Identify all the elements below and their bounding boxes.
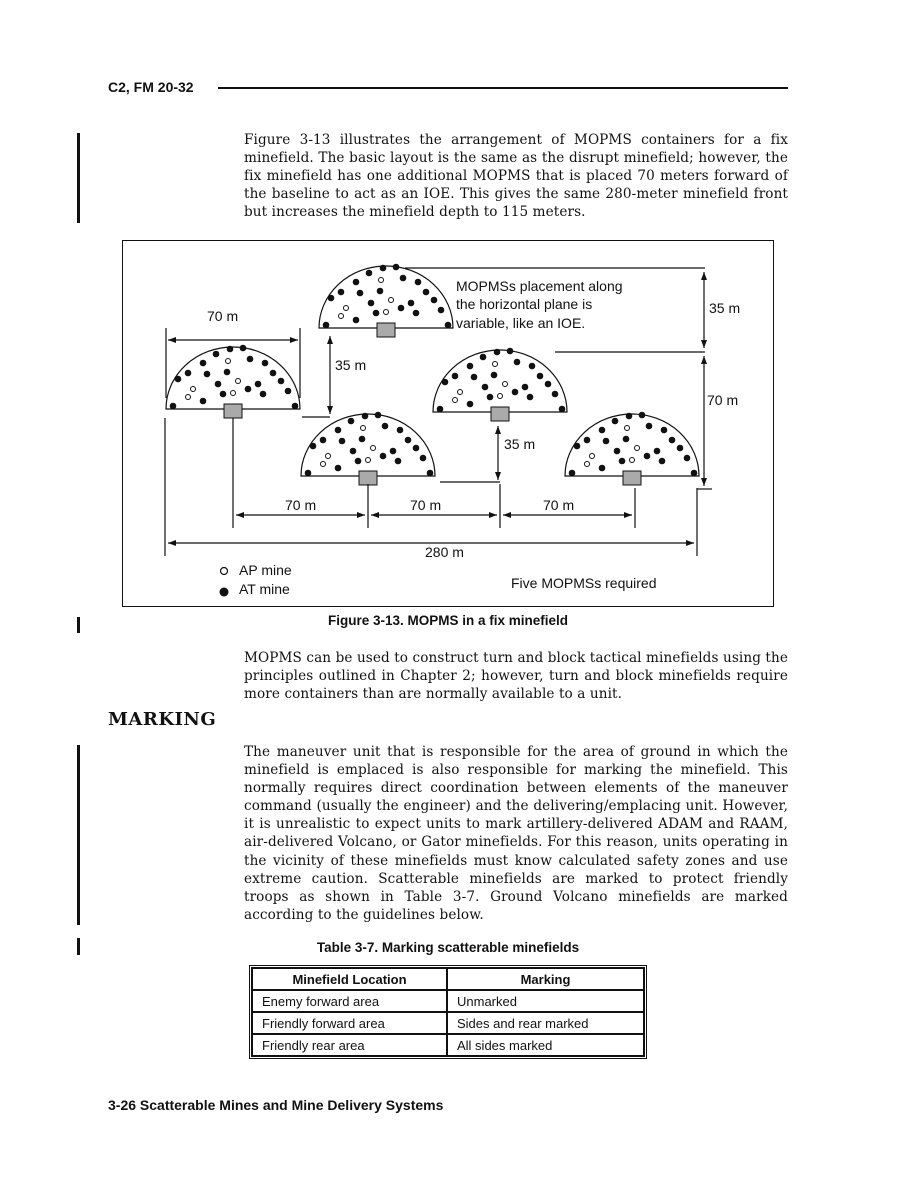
ap-mine-icon	[321, 462, 326, 467]
ap-mine-icon	[371, 446, 376, 451]
at-mine-icon	[691, 470, 698, 477]
at-mine-icon	[438, 307, 445, 314]
at-mine-icon	[427, 470, 434, 477]
at-mine-icon	[348, 418, 355, 425]
at-mine-icon	[522, 384, 529, 391]
at-mine-icon	[603, 438, 610, 445]
at-mine-icon	[614, 448, 621, 455]
at-mine-icon	[626, 413, 633, 420]
change-bar	[77, 133, 80, 223]
at-mine-icon	[527, 394, 534, 401]
at-mine-icon	[353, 317, 360, 324]
paragraph-marking: The maneuver unit that is responsible for the area of ground in which the minefield is emplaced is also responsible for marking the minefield. This normally requires direct coordination between elements of the maneuver command (usually the engineer) and the delivering/emplacing unit. However, it is unrealistic to expect units to mark artillery-delivered ADAM and RAAM, air-delivered Volcano, or Gator minefields. For this reason, units operating in the vicinity of these minefields must know calculated safety zones and use extreme caution. Scatterable minefields are marked to protect friendly troops as shown in Table 3-7. Ground Volcano minefields are marked according to the guidelines below.	[244, 744, 788, 923]
at-mine-icon	[537, 373, 544, 380]
at-mine-icon	[487, 394, 494, 401]
mopms-container-icon	[224, 404, 242, 418]
at-mine-icon	[599, 465, 606, 472]
at-mine-icon	[262, 360, 269, 367]
paragraph-turn-block: MOPMS can be used to construct turn and block tactical minefields using the principles outlined in Chapter 2; however, turn and block minefields require more containers than are normally available to a unit.	[244, 650, 788, 703]
ap-mine-icon	[458, 390, 463, 395]
header-rule	[218, 87, 788, 89]
dim-spacing-2: 70 m	[410, 497, 442, 513]
dim-spacing-3: 70 m	[543, 497, 575, 513]
mopms-container-icon	[377, 323, 395, 337]
at-mine-icon	[380, 453, 387, 460]
at-mine-icon	[200, 360, 207, 367]
dim-right-70: 70 m	[707, 392, 739, 408]
at-mine-icon	[353, 279, 360, 286]
at-mine-icon	[491, 372, 498, 379]
at-mine-icon	[390, 448, 397, 455]
at-mine-icon	[382, 423, 389, 430]
ap-mine-icon	[366, 458, 371, 463]
at-mine-icon	[684, 455, 691, 462]
at-mine-icon	[639, 412, 646, 419]
at-mine-icon	[661, 427, 668, 434]
at-mine-icon	[335, 465, 342, 472]
at-mine-icon	[405, 437, 412, 444]
ap-mine-icon	[590, 454, 595, 459]
at-mine-icon	[204, 371, 211, 378]
paragraph-fix-minefield: Figure 3-13 illustrates the arrangement of MOPMS containers for a fix minefield. The basic layout is the same as the disrupt minefield; however, the fix minefield has one additional MOPMS that is placed 70 meters forward of the baseline to act as an IOE. This gives the same 280-meter minefield front but increases the minefield depth to 115 meters.	[244, 132, 788, 221]
at-mine-icon	[559, 406, 566, 413]
at-mine-icon	[512, 389, 519, 396]
table-cell: Enemy forward area	[252, 990, 447, 1012]
at-mine-icon	[310, 443, 317, 450]
section-heading: MARKING	[108, 709, 217, 730]
at-mine-icon	[467, 401, 474, 408]
at-mine-icon	[529, 363, 536, 370]
at-mine-icon	[574, 443, 581, 450]
at-mine-icon	[185, 370, 192, 377]
table-cell: All sides marked	[447, 1034, 644, 1056]
at-mine-icon	[584, 437, 591, 444]
at-mine-icon	[413, 310, 420, 317]
change-bar	[77, 745, 80, 925]
table-row	[252, 1034, 644, 1056]
table-caption: Table 3-7. Marking scatterable minefields	[316, 940, 580, 955]
at-mine-icon	[215, 381, 222, 388]
table-cell: Friendly rear area	[252, 1034, 447, 1056]
at-mine-icon	[380, 265, 387, 272]
table-row	[252, 1012, 644, 1034]
ap-mine-icon	[236, 379, 241, 384]
at-mine-icon	[375, 412, 382, 419]
at-mine-icon	[398, 305, 405, 312]
at-mine-icon	[408, 300, 415, 307]
at-mine-icon	[482, 384, 489, 391]
at-mine-icon	[669, 437, 676, 444]
ap-mine-icon	[339, 314, 344, 319]
at-mine-icon	[514, 359, 521, 366]
table-cell: Unmarked	[447, 990, 644, 1012]
at-mine-icon	[200, 398, 207, 405]
at-mine-icon	[292, 403, 299, 410]
at-mine-icon	[338, 289, 345, 296]
ap-mine-icon	[389, 298, 394, 303]
ap-mine-icon	[503, 382, 508, 387]
at-mine-icon	[431, 297, 438, 304]
ap-mine-icon	[379, 278, 384, 283]
at-mine-icon	[377, 288, 384, 295]
ap-mine-icon	[344, 306, 349, 311]
at-mine-icon	[413, 445, 420, 452]
at-mine-icon	[270, 370, 277, 377]
dim-top-width: 70 m	[207, 308, 239, 324]
ap-mine-icon	[231, 391, 236, 396]
at-mine-icon	[320, 437, 327, 444]
ap-mine-icon	[226, 359, 231, 364]
at-mine-icon	[654, 448, 661, 455]
at-mine-icon	[480, 354, 487, 361]
at-mine-icon	[213, 351, 220, 358]
ap-mine-icon	[498, 394, 503, 399]
at-mine-icon	[452, 373, 459, 380]
change-bar	[77, 938, 80, 955]
mopms-container-icon	[359, 471, 377, 485]
at-mine-icon	[445, 322, 452, 329]
at-mine-icon	[260, 391, 267, 398]
at-mine-icon	[569, 470, 576, 477]
mopms-container-icon	[491, 407, 509, 421]
at-mine-icon	[395, 458, 402, 465]
dim-right-35: 35 m	[709, 300, 741, 316]
at-mine-icon	[393, 264, 400, 271]
at-mine-icon	[335, 427, 342, 434]
ap-mine-icon	[361, 426, 366, 431]
ap-mine-icon	[186, 395, 191, 400]
at-mine-icon	[175, 376, 182, 383]
column-header: Minefield Location	[252, 968, 447, 990]
at-mine-icon	[623, 436, 630, 443]
at-mine-icon	[220, 588, 229, 597]
at-mine-icon	[350, 448, 357, 455]
at-mine-icon	[646, 423, 653, 430]
ap-mine-icon	[221, 568, 228, 575]
at-mine-icon	[305, 470, 312, 477]
at-mine-icon	[612, 418, 619, 425]
at-mine-icon	[415, 279, 422, 286]
at-mine-icon	[255, 381, 262, 388]
required-note: Five MOPMSs required	[511, 575, 657, 591]
legend-ap: AP mine	[239, 562, 292, 578]
table-header-row	[252, 968, 644, 990]
at-mine-icon	[245, 386, 252, 393]
table-cell: Friendly forward area	[252, 1012, 447, 1034]
dim-gap-35-left: 35 m	[335, 357, 367, 373]
ap-mine-icon	[453, 398, 458, 403]
dim-gap-35-mid: 35 m	[504, 436, 536, 452]
at-mine-icon	[278, 378, 285, 385]
ap-mine-icon	[493, 362, 498, 367]
column-header: Marking	[447, 968, 644, 990]
figure-3-13	[122, 240, 774, 607]
at-mine-icon	[366, 270, 373, 277]
at-mine-icon	[471, 374, 478, 381]
at-mine-icon	[357, 290, 364, 297]
at-mine-icon	[323, 322, 330, 329]
at-mine-icon	[355, 458, 362, 465]
ap-mine-icon	[630, 458, 635, 463]
note-line: the horizontal plane is	[456, 296, 593, 312]
ap-mine-icon	[585, 462, 590, 467]
at-mine-icon	[224, 369, 231, 376]
at-mine-icon	[507, 348, 514, 355]
at-mine-icon	[240, 345, 247, 352]
at-mine-icon	[400, 275, 407, 282]
at-mine-icon	[368, 300, 375, 307]
dim-front: 280 m	[425, 544, 464, 560]
mopms-container-icon	[623, 471, 641, 485]
at-mine-icon	[220, 391, 227, 398]
at-mine-icon	[328, 295, 335, 302]
ap-mine-icon	[625, 426, 630, 431]
at-mine-icon	[227, 346, 234, 353]
figure-diagram	[123, 241, 773, 606]
at-mine-icon	[170, 403, 177, 410]
table-row	[252, 990, 644, 1012]
ap-mine-icon	[191, 387, 196, 392]
at-mine-icon	[552, 391, 559, 398]
ap-mine-icon	[384, 310, 389, 315]
change-bar	[77, 617, 80, 633]
at-mine-icon	[423, 289, 430, 296]
at-mine-icon	[362, 413, 369, 420]
at-mine-icon	[677, 445, 684, 452]
at-mine-icon	[437, 406, 444, 413]
at-mine-icon	[619, 458, 626, 465]
at-mine-icon	[373, 310, 380, 317]
at-mine-icon	[247, 356, 254, 363]
at-mine-icon	[442, 379, 449, 386]
at-mine-icon	[494, 349, 501, 356]
ap-mine-icon	[635, 446, 640, 451]
figure-caption: Figure 3-13. MOPMS in a fix minefield	[327, 613, 569, 628]
running-footer: 3-26 Scatterable Mines and Mine Delivery Systems	[108, 1097, 444, 1113]
table-cell: Sides and rear marked	[447, 1012, 644, 1034]
at-mine-icon	[359, 436, 366, 443]
at-mine-icon	[420, 455, 427, 462]
legend-at: AT mine	[239, 581, 290, 597]
ap-mine-icon	[326, 454, 331, 459]
marking-table	[249, 965, 647, 1059]
at-mine-icon	[545, 381, 552, 388]
at-mine-icon	[285, 388, 292, 395]
running-header: C2, FM 20-32	[108, 79, 194, 95]
dim-spacing-1: 70 m	[285, 497, 317, 513]
note-line: MOPMSs placement along	[456, 278, 623, 294]
at-mine-icon	[397, 427, 404, 434]
at-mine-icon	[339, 438, 346, 445]
at-mine-icon	[659, 458, 666, 465]
at-mine-icon	[599, 427, 606, 434]
note-line: variable, like an IOE.	[456, 315, 586, 331]
at-mine-icon	[467, 363, 474, 370]
at-mine-icon	[644, 453, 651, 460]
